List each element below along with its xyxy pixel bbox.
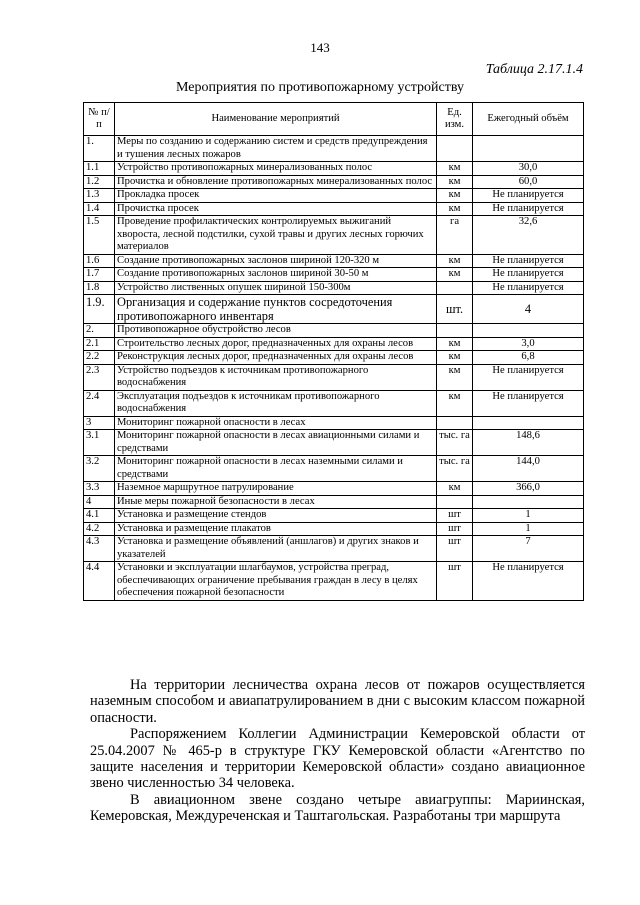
row-unit: км: [437, 162, 473, 176]
row-volume: [473, 136, 584, 162]
row-unit: шт: [437, 562, 473, 601]
table-row: [84, 522, 584, 536]
body-text: [90, 677, 585, 825]
row-name: Организация и содержание пунктов сосредоточения противопожарного инвентаря: [115, 295, 437, 324]
paragraph: Распоряжением Коллегии Администрации Кемеровской области от 25.04.2007 № 465-р в структуре ГКУ Кемеровской области «Агентство по защите населения и территории Кемеровской области» создано авиационное звено численностью 34 человека.: [90, 726, 585, 792]
table-body: [84, 136, 584, 601]
row-unit: [437, 136, 473, 162]
table-row: [84, 416, 584, 430]
row-unit: тыс. га: [437, 430, 473, 456]
header-num: № п/п: [84, 103, 115, 136]
table-row: [84, 509, 584, 523]
table-row: [84, 295, 584, 324]
measures-table: [83, 102, 584, 601]
row-volume: Не планируется: [473, 281, 584, 295]
row-unit: км: [437, 364, 473, 390]
table-row: [84, 216, 584, 255]
row-volume: 6,8: [473, 351, 584, 365]
table-row: [84, 562, 584, 601]
row-name: Эксплуатация подъездов к источникам противопожарного водоснабжения: [115, 390, 437, 416]
row-unit: шт: [437, 522, 473, 536]
row-name: Прочистка просек: [115, 202, 437, 216]
table-row: [84, 364, 584, 390]
row-name: Мониторинг пожарной опасности в лесах наземными силами и средствами: [115, 456, 437, 482]
row-unit: шт: [437, 509, 473, 523]
row-volume: 32,6: [473, 216, 584, 255]
row-name: Меры по созданию и содержанию систем и средств предупреждения и тушения лесных пожаров: [115, 136, 437, 162]
row-num: 1.8: [84, 281, 115, 295]
row-num: 1.7: [84, 268, 115, 282]
row-name: Реконструкция лесных дорог, предназначенных для охраны лесов: [115, 351, 437, 365]
row-volume: 3,0: [473, 337, 584, 351]
table-row: [84, 495, 584, 509]
row-num: 2.2: [84, 351, 115, 365]
row-name: Прочистка и обновление противопожарных минерализованных полос: [115, 175, 437, 189]
row-volume: 30,0: [473, 162, 584, 176]
header-unit: Ед. изм.: [437, 103, 473, 136]
table-header-row: [84, 103, 584, 136]
row-num: 3: [84, 416, 115, 430]
row-num: 4.3: [84, 536, 115, 562]
row-num: 4.1: [84, 509, 115, 523]
row-volume: 144,0: [473, 456, 584, 482]
row-name: Создание противопожарных заслонов шириной 120-320 м: [115, 254, 437, 268]
row-volume: 60,0: [473, 175, 584, 189]
row-num: 1.4: [84, 202, 115, 216]
row-unit: км: [437, 189, 473, 203]
page-number: 143: [310, 40, 330, 55]
table-row: [84, 162, 584, 176]
row-name: Установка и размещение объявлений (аншлагов) и других знаков и указателей: [115, 536, 437, 562]
table-row: [84, 351, 584, 365]
row-volume: Не планируется: [473, 189, 584, 203]
row-volume: 1: [473, 522, 584, 536]
row-volume: 1: [473, 509, 584, 523]
row-num: 2.4: [84, 390, 115, 416]
row-unit: км: [437, 390, 473, 416]
row-unit: [437, 324, 473, 338]
row-unit: км: [437, 351, 473, 365]
row-num: 1.6: [84, 254, 115, 268]
row-unit: тыс. га: [437, 456, 473, 482]
row-num: 1.9.: [84, 295, 115, 324]
header-volume: Ежегодный объём: [473, 103, 584, 136]
row-num: 2.1: [84, 337, 115, 351]
table-row: [84, 268, 584, 282]
row-volume: 366,0: [473, 482, 584, 496]
table-row: [84, 390, 584, 416]
row-name: Противопожарное обустройство лесов: [115, 324, 437, 338]
table-row: [84, 456, 584, 482]
table-row: [84, 136, 584, 162]
row-num: 1.5: [84, 216, 115, 255]
table-row: [84, 430, 584, 456]
row-unit: км: [437, 337, 473, 351]
row-num: 4.4: [84, 562, 115, 601]
row-name: Строительство лесных дорог, предназначенных для охраны лесов: [115, 337, 437, 351]
row-volume: 148,6: [473, 430, 584, 456]
table-row: [84, 175, 584, 189]
row-unit: [437, 416, 473, 430]
row-num: 4.2: [84, 522, 115, 536]
paragraph: В авиационном звене создано четыре авиагруппы: Мариинская, Кемеровская, Междуреченская и Таштагольская. Разработаны три маршрута: [90, 791, 585, 825]
row-volume: Не планируется: [473, 364, 584, 390]
row-volume: Не планируется: [473, 202, 584, 216]
row-volume: Не планируется: [473, 268, 584, 282]
row-volume: 7: [473, 536, 584, 562]
row-name: Устройство лиственных опушек шириной 150-300м: [115, 281, 437, 295]
row-name: Установки и эксплуатации шлагбаумов, устройства преград, обеспечивающих ограничение пребывания граждан в лесу в целях обеспечения пожарной безопасности: [115, 562, 437, 601]
row-num: 1.1: [84, 162, 115, 176]
table-label: Таблица 2.17.1.4: [485, 62, 583, 77]
row-num: 4: [84, 495, 115, 509]
row-unit: км: [437, 175, 473, 189]
row-name: Прокладка просек: [115, 189, 437, 203]
row-unit: га: [437, 216, 473, 255]
row-name: Установка и размещение стендов: [115, 509, 437, 523]
table-row: [84, 482, 584, 496]
row-unit: км: [437, 202, 473, 216]
row-name: Проведение профилактических контролируемых выжиганий хвороста, лесной подстилки, сухой травы и других лесных горючих материалов: [115, 216, 437, 255]
row-unit: [437, 281, 473, 295]
table-row: [84, 337, 584, 351]
table-row: [84, 189, 584, 203]
row-volume: [473, 416, 584, 430]
row-name: Иные меры пожарной безопасности в лесах: [115, 495, 437, 509]
row-volume: [473, 495, 584, 509]
row-volume: Не планируется: [473, 562, 584, 601]
row-num: 3.2: [84, 456, 115, 482]
row-unit: [437, 495, 473, 509]
row-name: Устройство противопожарных минерализованных полос: [115, 162, 437, 176]
row-name: Создание противопожарных заслонов шириной 30-50 м: [115, 268, 437, 282]
row-volume: 4: [473, 295, 584, 324]
row-name: Устройство подъездов к источникам противопожарного водоснабжения: [115, 364, 437, 390]
row-num: 2.: [84, 324, 115, 338]
row-volume: [473, 324, 584, 338]
row-num: 1.: [84, 136, 115, 162]
row-num: 1.3: [84, 189, 115, 203]
row-num: 3.3: [84, 482, 115, 496]
row-unit: шт: [437, 536, 473, 562]
row-name: Установка и размещение плакатов: [115, 522, 437, 536]
row-unit: км: [437, 482, 473, 496]
row-volume: Не планируется: [473, 390, 584, 416]
table-row: [84, 202, 584, 216]
row-name: Мониторинг пожарной опасности в лесах авиационными силами и средствами: [115, 430, 437, 456]
table-row: [84, 324, 584, 338]
row-num: 3.1: [84, 430, 115, 456]
row-volume: Не планируется: [473, 254, 584, 268]
row-name: Мониторинг пожарной опасности в лесах: [115, 416, 437, 430]
row-num: 1.2: [84, 175, 115, 189]
table-row: [84, 254, 584, 268]
row-name: Наземное маршрутное патрулирование: [115, 482, 437, 496]
row-unit: шт.: [437, 295, 473, 324]
row-unit: км: [437, 268, 473, 282]
table-title: Мероприятия по противопожарному устройству: [176, 80, 464, 95]
header-name: Наименование мероприятий: [115, 103, 437, 136]
table-row: [84, 281, 584, 295]
table-row: [84, 536, 584, 562]
row-num: 2.3: [84, 364, 115, 390]
paragraph: На территории лесничества охрана лесов от пожаров осуществляется наземным способом и авиапатрулированием в дни с высоким классом пожарной опасности.: [90, 677, 585, 726]
row-unit: км: [437, 254, 473, 268]
